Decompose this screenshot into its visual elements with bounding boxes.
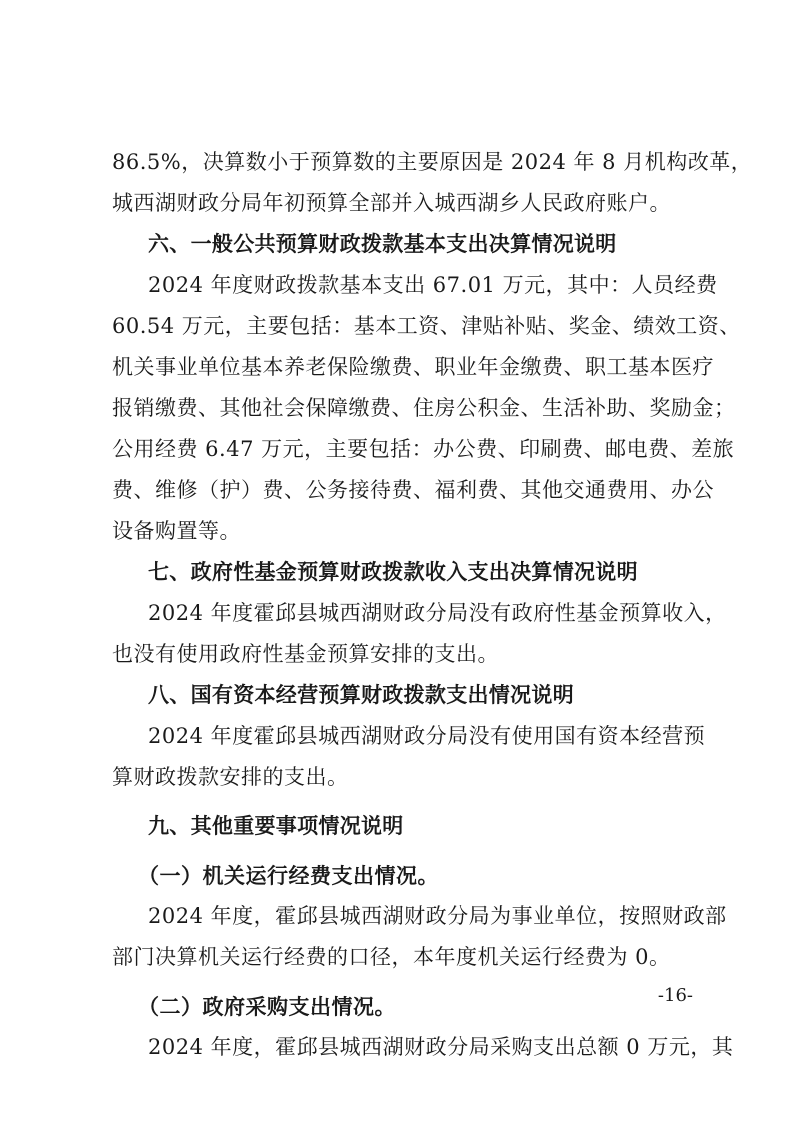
paragraph-line: 86.5%，决算数小于预算数的主要原因是 2024 年 8 月机构改革， — [112, 150, 753, 174]
paragraph-line: 60.54 万元，主要包括：基本工资、津贴补贴、奖金、绩效工资、 — [112, 314, 741, 338]
section-heading-9: 九、其他重要事项情况说明 — [148, 814, 404, 838]
paragraph-line: 报销缴费、其他社会保障缴费、住房公积金、生活补助、奖励金； — [112, 396, 736, 420]
section-heading-8: 八、国有资本经营预算财政拨款支出情况说明 — [148, 683, 574, 707]
paragraph-line: 公用经费 6.47 万元，主要包括：办公费、印刷费、邮电费、差旅 — [112, 437, 735, 461]
sub-heading-1: （一）机关运行经费支出情况。 — [138, 863, 439, 888]
section-heading-6: 六、一般公共预算财政拨款基本支出决算情况说明 — [148, 232, 617, 256]
page-number: -16- — [657, 985, 693, 1006]
paragraph-line: 费、维修（护）费、公务接待费、福利费、其他交通费用、办公 — [112, 478, 714, 502]
paragraph-line: 2024 年度，霍邱县城西湖财政分局为事业单位，按照财政部 — [148, 904, 727, 928]
paragraph-line: 2024 年度霍邱县城西湖财政分局没有使用国有资本经营预 — [148, 724, 706, 748]
paragraph-line: 城西湖财政分局年初预算全部并入城西湖乡人民政府账户。 — [112, 191, 671, 215]
paragraph-line: 2024 年度霍邱县城西湖财政分局没有政府性基金预算收入， — [148, 601, 727, 625]
paragraph-line: 设备购置等。 — [112, 519, 241, 543]
document-body — [112, 142, 753, 1068]
paragraph-line: 算财政拨款安排的支出。 — [112, 765, 349, 789]
paragraph-line: 机关事业单位基本养老保险缴费、职业年金缴费、职工基本医疗 — [112, 355, 714, 379]
paragraph-line: 部门决算机关运行经费的口径，本年度机关运行经费为 0。 — [112, 945, 671, 969]
paragraph-line: 2024 年度，霍邱县城西湖财政分局采购支出总额 0 万元，其 — [148, 1035, 734, 1059]
sub-heading-2: （二）政府采购支出情况。 — [138, 994, 396, 1019]
paragraph-line: 也没有使用政府性基金预算安排的支出。 — [112, 642, 499, 666]
paragraph-line: 2024 年度财政拨款基本支出 67.01 万元，其中：人员经费 — [148, 273, 718, 297]
section-heading-7: 七、政府性基金预算财政拨款收入支出决算情况说明 — [148, 560, 638, 584]
